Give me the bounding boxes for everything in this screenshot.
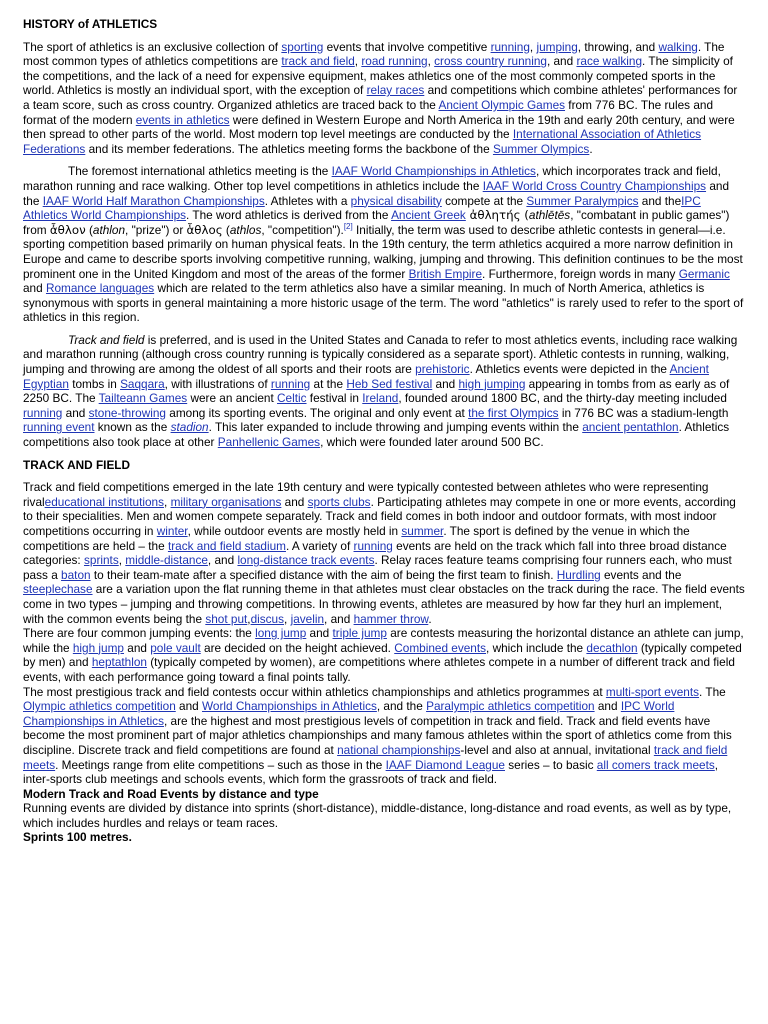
text-run: , "combatant in public games") from [23, 208, 730, 237]
text-run: , founded around 1800 BC, and the thirty-day meeting included [398, 391, 727, 406]
hyperlink[interactable]: road running [361, 54, 428, 69]
hyperlink[interactable]: Paralympic athletics competition [426, 699, 595, 714]
text-run: . [589, 141, 593, 156]
hyperlink[interactable]: pole vault [150, 640, 201, 655]
text-run: ( [85, 222, 93, 237]
text-run: . This later expanded to include throwing and jumping events within the [208, 420, 583, 435]
hyperlink[interactable]: Combined events [394, 640, 487, 655]
hyperlink[interactable]: jumping [536, 39, 578, 54]
text-run: festival in [306, 391, 363, 406]
hyperlink[interactable]: race walking [576, 54, 643, 69]
hyperlink[interactable]: IAAF Diamond League [385, 757, 505, 772]
hyperlink[interactable]: Hurdling [556, 567, 601, 582]
hyperlink[interactable]: Celtic [277, 391, 307, 406]
hyperlink[interactable]: long-distance track events [237, 553, 375, 568]
hyperlink[interactable]: physical disability [350, 193, 442, 208]
greek-text: ἇθλος [186, 222, 223, 237]
hyperlink[interactable]: events in athletics [135, 112, 230, 127]
hyperlink[interactable]: relay races [366, 83, 425, 98]
hyperlink[interactable]: shot put [205, 611, 248, 626]
hyperlink[interactable]: military organisations [170, 494, 282, 509]
footnote-reference[interactable]: [2] [343, 221, 353, 231]
text-run: are decided on the height achieved. [200, 640, 395, 655]
text-run: . Athletes with a [264, 193, 351, 208]
text-run: from 776 BC. The rules and format of the modern [23, 97, 714, 127]
hyperlink[interactable]: Tailteann Games [98, 391, 188, 406]
text-run: . Athletics competitions also took place at other [23, 420, 730, 450]
hyperlink[interactable]: prehistoric [415, 362, 470, 377]
text-run: and [432, 376, 459, 391]
hyperlink[interactable]: Ancient Egyptian [23, 362, 709, 391]
hyperlink[interactable]: IAAF World Cross Country Championships [482, 178, 707, 193]
hyperlink[interactable]: Saqqara [120, 376, 165, 391]
hyperlink[interactable]: running event [23, 420, 95, 435]
hyperlink[interactable]: winter [156, 524, 188, 538]
text-run: . A variety of [285, 538, 354, 553]
text-run: Track and field [68, 332, 145, 347]
text-run: , [164, 494, 171, 509]
hyperlink[interactable]: Panhellenic Games [217, 435, 321, 450]
section-heading-modern-events: Modern Track and Road Events by distance and type [23, 786, 319, 801]
hyperlink[interactable]: IAAF World Half Marathon Championships [42, 193, 265, 208]
text-run: tombs in [68, 376, 121, 391]
text-run: , [247, 611, 251, 626]
hyperlink[interactable]: British Empire [408, 266, 483, 281]
text-run: were defined in Western Europe and North America in the 19th and early 20th century, and were then spread to other parts of the world. Most modern top level meetings are conducted by the [23, 112, 735, 142]
hyperlink[interactable]: summer [401, 524, 444, 538]
hyperlink[interactable]: walking [658, 39, 698, 54]
hyperlink[interactable]: IPC Athletics World Championships [23, 193, 701, 223]
hyperlink[interactable]: national championships [337, 742, 461, 757]
hyperlink[interactable]: high jumping [458, 376, 526, 391]
paragraph-definition [23, 164, 746, 325]
text-run: (typically competed by women), are competitions where athletes compete in a number of different track and field events, with each performance going toward a final points tally. [23, 655, 735, 684]
text-run: The foremost international athletics meeting is the [68, 164, 332, 179]
text-run: events are held on the track which fall into three broad distance categories: [23, 538, 727, 568]
text-run: at the [310, 376, 347, 391]
text-run: , [427, 54, 435, 69]
hyperlink[interactable]: baton [61, 567, 91, 582]
text-run: appearing in tombs from as early as of 2250 BC. The [23, 376, 730, 406]
text-run: and competitions which combine athletes' performances for a team score, such as cross country. Organized athletics are traced back to the [23, 83, 738, 112]
hyperlink[interactable]: high jump [72, 640, 124, 655]
text-run: athlon [92, 222, 126, 237]
text-run: Track and field competitions emerged in the late 19th century and were typically contested between athletes who were representing rival [23, 480, 709, 509]
text-run: , and [546, 54, 577, 69]
paragraph-jumping-events [23, 626, 746, 684]
text-run: and [306, 626, 333, 641]
section-heading-track-and-field: TRACK AND FIELD [23, 457, 131, 472]
hyperlink[interactable]: heptathlon [91, 655, 147, 670]
hyperlink[interactable]: running [353, 538, 393, 553]
text-run: The sport of athletics is an exclusive collection of [23, 39, 282, 54]
hyperlink[interactable]: long jump [255, 626, 307, 641]
hyperlink[interactable]: IPC World Championships in Athletics [23, 699, 675, 728]
hyperlink[interactable]: Summer Paralympics [526, 193, 639, 208]
hyperlink[interactable]: running [270, 376, 311, 391]
text-run: , which incorporates track and field, marathon running and race walking. Other top level competitions in athletics include the [23, 164, 721, 193]
text-run: There are four common jumping events: the [23, 626, 256, 641]
text-run: among its sporting events. The original and only event at [166, 405, 469, 420]
text-run: series – to basic [504, 757, 597, 772]
hyperlink[interactable]: track and field meets [23, 742, 728, 772]
greek-text: ἆθλον [49, 222, 86, 237]
hyperlink[interactable]: Heb Sed festival [346, 376, 433, 391]
hyperlink[interactable]: decathlon [586, 640, 638, 655]
text-run: . Meetings range from elite competitions – such as those in the [55, 757, 386, 772]
text-run: is preferred, and is used in the United States and Canada to refer to most athletics events, including race walking and marathon running (although cross country running is typically considered as a separate sport). Athletic contests in running, walking, jumping and throwing are among the oldest of all sports and their roots are [23, 332, 738, 377]
text-run: , [529, 39, 537, 54]
hyperlink[interactable]: Ancient Olympic Games [438, 97, 566, 112]
text-run: known as the [94, 420, 171, 435]
hyperlink[interactable]: sprints [83, 553, 119, 568]
text-run: to their team-mate after a specified distance with the aim of being the first team to finish. [90, 567, 557, 582]
text-run: The most prestigious track and field contests occur within athletics championships and athletics programmes at [23, 684, 606, 699]
text-run: , throwing, and [577, 39, 659, 54]
text-run: . Relay races feature teams comprising four runners each, who must pass a [23, 553, 732, 582]
text-run: were an ancient [187, 391, 278, 406]
hyperlink[interactable]: Germanic [678, 266, 730, 281]
hyperlink[interactable]: Romance languages [45, 281, 155, 296]
hyperlink[interactable]: multi-sport events [605, 684, 700, 699]
hyperlink[interactable]: hammer throw [353, 611, 429, 626]
hyperlink[interactable]: middle-distance [125, 553, 208, 568]
hyperlink[interactable]: track and field [281, 54, 355, 69]
document-title: HISTORY of ATHLETICS [23, 17, 158, 31]
text-run: athlētēs [528, 208, 571, 223]
hyperlink[interactable]: educational institutions [44, 494, 164, 509]
hyperlink[interactable]: all comers track meets [596, 757, 715, 772]
hyperlink[interactable]: running [23, 405, 63, 420]
paragraph-sprints: Sprints 100 metres. [23, 830, 132, 845]
hyperlink[interactable]: steeplechase [23, 582, 93, 597]
text-run: , [284, 611, 291, 626]
text-run: , [118, 553, 126, 568]
hyperlink[interactable]: triple jump [332, 626, 387, 641]
hyperlink[interactable]: ancient pentathlon [582, 420, 679, 435]
text-run: (typically competed by men) and [23, 640, 742, 670]
text-run: , and [324, 611, 354, 626]
paragraph-track-field [23, 480, 746, 626]
hyperlink[interactable]: International Association of Athletics Federations [23, 127, 702, 156]
text-run: , "prize") or [125, 222, 187, 237]
text-run: , which were founded later around 500 BC. [320, 435, 544, 450]
hyperlink[interactable]: stadion [170, 420, 209, 435]
text-run: , while outdoor events are mostly held in [187, 524, 402, 538]
text-run: and its member federations. The athletics meeting forms the backbone of the [85, 141, 493, 156]
text-run: and [175, 699, 203, 714]
text-run: . The [699, 684, 726, 699]
text-run: in 776 BC was a stadium-length [558, 405, 729, 420]
hyperlink[interactable]: stone-throwing [88, 405, 166, 420]
hyperlink[interactable]: Summer Olympics [492, 141, 590, 156]
text-run: and [281, 494, 308, 509]
text-run: are a variation upon the flat running theme in that athletes must clear obstacles on the track during the race. The field events come in two types – jumping and throwing competitions. In throwing events, athletes are measured by how far they hurl an implement, with the common events being the [23, 582, 745, 626]
paragraph-history [23, 333, 746, 450]
hyperlink[interactable]: IAAF World Championships in Athletics [331, 164, 536, 179]
hyperlink[interactable]: the first Olympics [468, 405, 559, 420]
text-run: , which include the [486, 640, 587, 655]
text-run: compete at the [441, 193, 527, 208]
hyperlink[interactable]: cross country running [434, 54, 547, 69]
text-run: and the [638, 193, 682, 208]
hyperlink[interactable]: javelin [290, 611, 325, 626]
text-run: events and the [600, 567, 682, 582]
text-run: ( [222, 222, 230, 237]
text-run: athlos [229, 222, 262, 237]
text-run: Initially, the term was used to describe athletic contests in general—i.e. sporting competition based primarily on human physical feats. In the 19th century, the term athletics acquired a more narrow definition in Europe and came to describe sports involving competitive running, walking, jumping and throwing. This definition continues to be the most prominent one in the United Kingdom and most of the areas of the former [23, 222, 743, 281]
text-run: , and the [376, 699, 427, 714]
text-run: are contests measuring the horizontal distance an athlete can jump, while the [23, 626, 744, 655]
hyperlink[interactable]: Olympic athletics competition [23, 699, 176, 714]
text-run: events that involve competitive [323, 39, 491, 54]
text-run: . The sport is defined by the venue in which the competitions are held – the [23, 524, 690, 553]
text-run: . Participating athletes may compete in one or more events, according to their specialities. Men and women compete separately. Track and field comes in both indoor and outdoor formats, with most indoor competitions occurring in [23, 494, 736, 538]
text-run: -level and also at annual, invitational [460, 742, 654, 757]
text-run: , inter-sports club meetings and schools events, which form the grassroots of track and field. [23, 757, 719, 787]
text-run: , with illustrations of [164, 376, 271, 391]
text-run: . [428, 611, 432, 626]
text-run: and the [23, 178, 730, 208]
paragraph-championships [23, 685, 746, 787]
text-run: . Athletics events were depicted in the [469, 362, 670, 377]
text-run: . The simplicity of the competitions, and the lack of a need for expensive equipment, makes athletics one of the most commonly competed sports in the world. Athletics is mostly an individual sport, with the exception of [23, 54, 733, 98]
text-run: . Furthermore, foreign words in many [482, 266, 679, 281]
text-run: which are related to the term athletics also have a similar meaning. In much of North America, athletics is synonymous with sports in general maintaining a more historic usage of the term. The word "athletics" is rarely used to refer to the sport of athletics in this region. [23, 281, 744, 325]
hyperlink[interactable]: World Championships in Athletics [202, 699, 377, 714]
text-run: , [354, 54, 362, 69]
text-run: . The word athletics is derived from the [186, 208, 392, 223]
hyperlink[interactable]: running [490, 39, 530, 54]
hyperlink[interactable]: Ancient Greek [391, 208, 466, 223]
text-run: and [23, 281, 46, 296]
text-run: . The most common types of athletics competitions are [23, 39, 725, 69]
hyperlink[interactable]: sporting [281, 39, 324, 54]
hyperlink[interactable]: sports clubs [307, 494, 371, 509]
text-run: , and [207, 553, 238, 568]
paragraph-intro [23, 40, 746, 157]
text-run: , "competition"). [261, 222, 344, 237]
hyperlink[interactable]: track and field stadium [167, 538, 286, 553]
paragraph-running-events: Running events are divided by distance into sprints (short-distance), middle-distance, long-distance and road events, as well as by type, which includes hurdles and relays or team races. [23, 801, 732, 830]
text-run: , are the highest and most prestigious levels of competition in track and field. Track and field events have become the most prominent part of major athletics championships and many famous athletes within the sport of athletics come from this discipline. Discrete track and field competitions are found at [23, 713, 732, 757]
greek-text: ἀθλητής ( [465, 208, 529, 223]
hyperlink[interactable]: Ireland [362, 391, 399, 406]
hyperlink[interactable]: discus [250, 611, 285, 626]
text-run: and [62, 405, 89, 420]
text-run: and [124, 640, 151, 655]
text-run: and [594, 699, 621, 714]
